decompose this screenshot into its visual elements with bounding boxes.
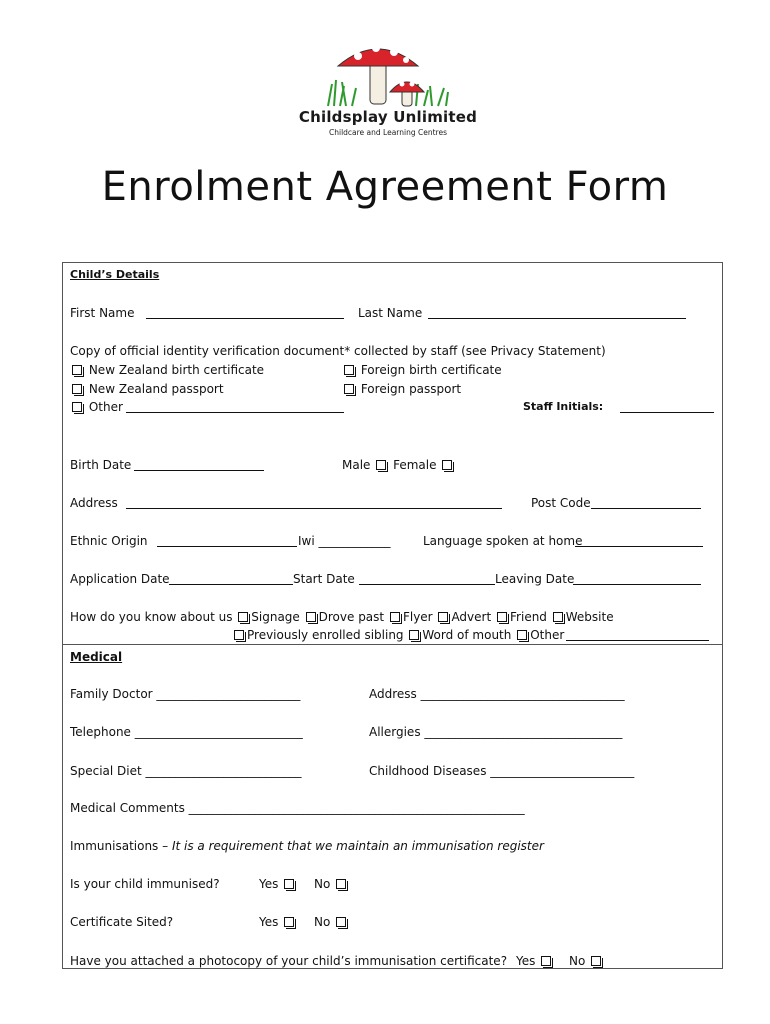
immunised-no-label: No bbox=[314, 877, 331, 891]
address-field[interactable] bbox=[126, 508, 502, 509]
staff-initials-label: Staff Initials: bbox=[523, 400, 604, 413]
nz-passport-checkbox[interactable] bbox=[72, 384, 82, 394]
medical-address-field[interactable]: Address __________________________________ bbox=[369, 687, 625, 701]
other-doc-checkbox[interactable] bbox=[72, 402, 82, 412]
certificate-yes-label: Yes bbox=[259, 915, 279, 929]
photocopy-no-label: No bbox=[569, 954, 586, 968]
immunised-question: Is your child immunised? bbox=[70, 877, 220, 891]
other-doc-field[interactable] bbox=[126, 412, 344, 413]
language-label: Language spoken at home bbox=[423, 534, 583, 548]
leaving-date-field[interactable] bbox=[573, 584, 701, 585]
medical-heading: Medical bbox=[70, 650, 123, 664]
allergies-field[interactable]: Allergies _________________________________ bbox=[369, 725, 623, 739]
immunisations-note: It is a requirement that we maintain an immunisation register bbox=[171, 839, 544, 853]
signage-checkbox[interactable] bbox=[238, 612, 248, 622]
nz-birth-label: New Zealand birth certificate bbox=[88, 363, 265, 377]
start-date-label: Start Date bbox=[293, 572, 355, 586]
foreign-passport-label: Foreign passport bbox=[360, 382, 462, 396]
nz-birth-checkbox[interactable] bbox=[72, 365, 82, 375]
medical-comments-field[interactable]: Medical Comments ________________________________________________________ bbox=[70, 801, 525, 815]
prev-sibling-checkbox[interactable] bbox=[234, 630, 244, 640]
application-date-field[interactable] bbox=[169, 584, 293, 585]
prev-sibling-label: Previously enrolled sibling bbox=[247, 628, 404, 642]
friend-label: Friend bbox=[510, 610, 547, 624]
logo bbox=[298, 36, 478, 146]
other-doc-label: Other bbox=[88, 400, 123, 414]
first-name-field[interactable] bbox=[146, 318, 344, 319]
advert-checkbox[interactable] bbox=[438, 612, 448, 622]
address-label: Address bbox=[70, 496, 118, 510]
iwi-label: Iwi ____________ bbox=[298, 534, 391, 548]
drove-past-label: Drove past bbox=[318, 610, 385, 624]
language-field[interactable] bbox=[575, 546, 703, 547]
other-source-label: Other bbox=[530, 628, 565, 642]
birth-date-label: Birth Date bbox=[70, 458, 132, 472]
certificate-no-label: No bbox=[314, 915, 331, 929]
start-date-field[interactable] bbox=[359, 584, 495, 585]
photocopy-question: Have you attached a photocopy of your child’s immunisation certificate? bbox=[70, 954, 508, 968]
last-name-label: Last Name bbox=[358, 306, 423, 320]
foreign-passport-checkbox[interactable] bbox=[344, 384, 354, 394]
section-divider bbox=[62, 644, 723, 645]
ethnic-origin-field[interactable] bbox=[157, 546, 297, 547]
female-checkbox[interactable] bbox=[442, 460, 452, 470]
last-name-field[interactable] bbox=[428, 318, 686, 319]
female-label: Female bbox=[393, 458, 437, 472]
certificate-no-checkbox[interactable] bbox=[336, 917, 346, 927]
advert-label: Advert bbox=[451, 610, 492, 624]
photocopy-no-checkbox[interactable] bbox=[591, 956, 601, 966]
photocopy-yes-label: Yes bbox=[516, 954, 536, 968]
application-date-label: Application Date bbox=[70, 572, 170, 586]
drove-past-checkbox[interactable] bbox=[306, 612, 316, 622]
staff-initials-field[interactable] bbox=[620, 412, 714, 413]
flyer-label: Flyer bbox=[402, 610, 433, 624]
certificate-question: Certificate Sited? bbox=[70, 915, 174, 929]
immunised-yes-checkbox[interactable] bbox=[284, 879, 294, 889]
first-name-label: First Name bbox=[70, 306, 135, 320]
how-know-label: How do you know about us bbox=[70, 610, 233, 624]
id-document-text: Copy of official identity verification document* collected by staff (see Privacy Statement) bbox=[70, 344, 606, 358]
word-of-mouth-label: Word of mouth bbox=[422, 628, 512, 642]
signage-label: Signage bbox=[251, 610, 300, 624]
logo-tagline: Childcare and Learning Centres bbox=[329, 128, 447, 137]
immunisations-label: Immunisations – bbox=[70, 839, 169, 853]
flyer-checkbox[interactable] bbox=[390, 612, 400, 622]
logo-name: Childsplay Unlimited bbox=[298, 108, 478, 126]
foreign-birth-checkbox[interactable] bbox=[344, 365, 354, 375]
ethnic-origin-label: Ethnic Origin bbox=[70, 534, 148, 548]
birth-date-field[interactable] bbox=[134, 470, 264, 471]
foreign-birth-label: Foreign birth certificate bbox=[360, 363, 502, 377]
childhood-diseases-field[interactable]: Childhood Diseases ________________________ bbox=[369, 764, 635, 778]
website-label: Website bbox=[565, 610, 614, 624]
mushroom-logo-icon bbox=[298, 36, 478, 108]
family-doctor-field[interactable]: Family Doctor ________________________ bbox=[70, 687, 301, 701]
childs-details-heading: Child’s Details bbox=[70, 268, 160, 281]
website-checkbox[interactable] bbox=[553, 612, 563, 622]
certificate-yes-checkbox[interactable] bbox=[284, 917, 294, 927]
telephone-field[interactable]: Telephone ____________________________ bbox=[70, 725, 303, 739]
immunised-no-checkbox[interactable] bbox=[336, 879, 346, 889]
other-source-field[interactable] bbox=[566, 640, 709, 641]
leaving-date-label: Leaving Date bbox=[495, 572, 575, 586]
word-of-mouth-checkbox[interactable] bbox=[409, 630, 419, 640]
post-code-label: Post Code bbox=[531, 496, 591, 510]
male-checkbox[interactable] bbox=[376, 460, 386, 470]
page-title: Enrolment Agreement Form bbox=[101, 164, 669, 210]
special-diet-field[interactable]: Special Diet __________________________ bbox=[70, 764, 302, 778]
post-code-field[interactable] bbox=[591, 508, 701, 509]
friend-checkbox[interactable] bbox=[497, 612, 507, 622]
photocopy-yes-checkbox[interactable] bbox=[541, 956, 551, 966]
male-label: Male bbox=[342, 458, 371, 472]
other-source-checkbox[interactable] bbox=[517, 630, 527, 640]
nz-passport-label: New Zealand passport bbox=[88, 382, 224, 396]
immunised-yes-label: Yes bbox=[259, 877, 279, 891]
